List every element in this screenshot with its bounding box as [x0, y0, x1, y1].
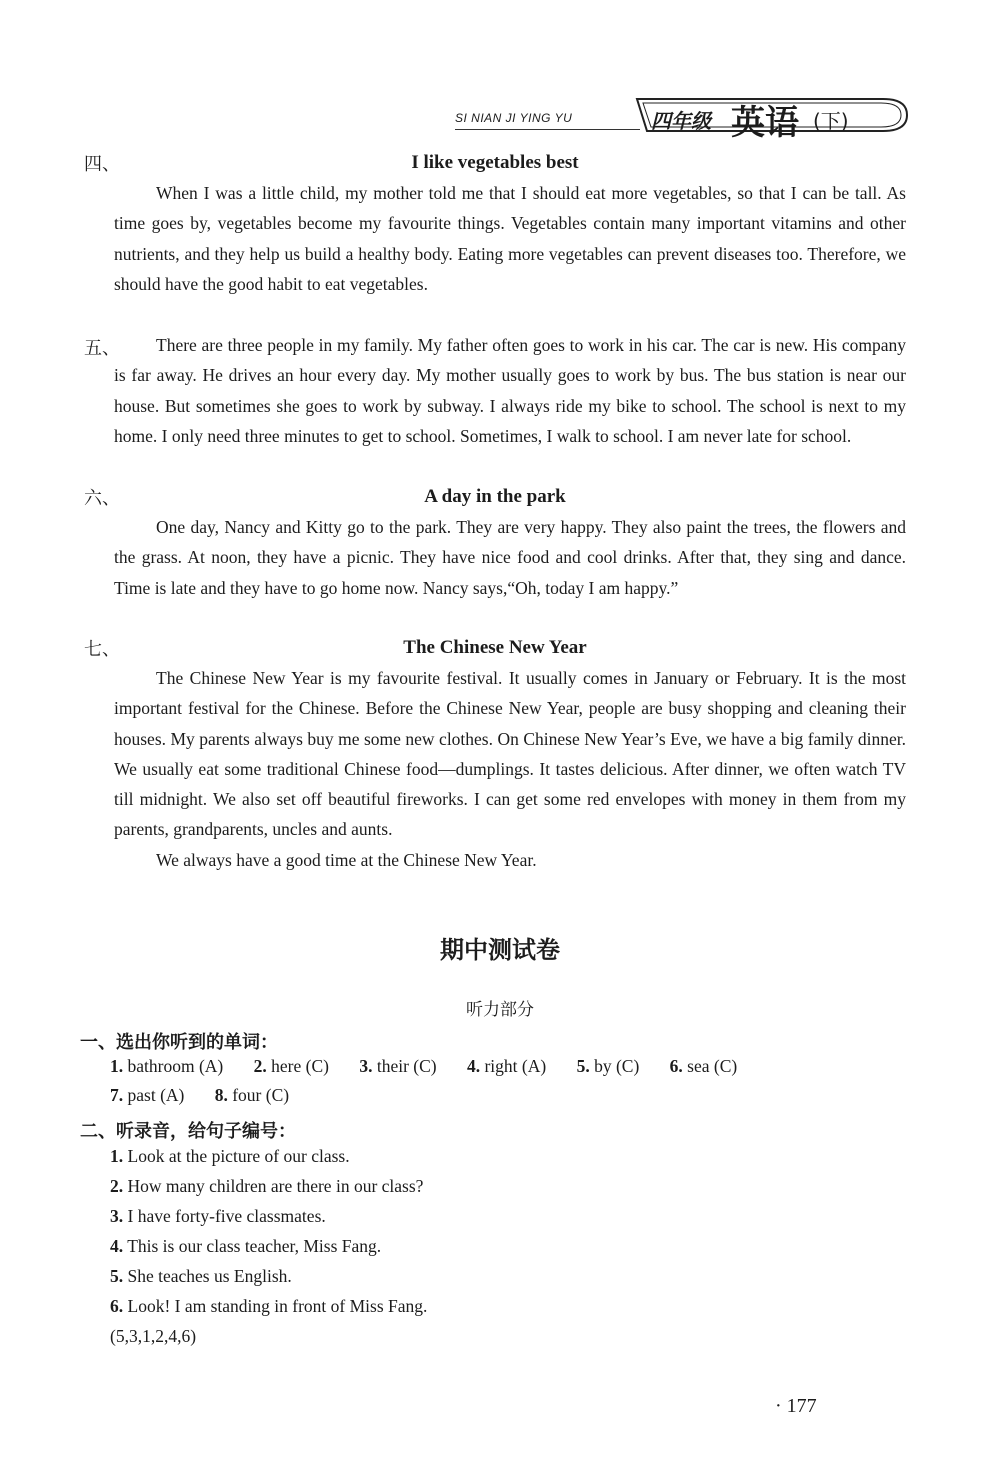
item-sentence: She teaches us English. [127, 1266, 292, 1286]
answer-item [577, 1056, 640, 1076]
answer-item [359, 1056, 436, 1076]
answer-row [110, 1056, 763, 1077]
sentence-row [110, 1296, 427, 1317]
header-rule [455, 129, 640, 130]
section-7 [84, 633, 906, 875]
item-sentence: Look at the picture of our class. [127, 1146, 350, 1166]
section-5 [84, 330, 906, 451]
item-answer: four (C) [232, 1085, 290, 1105]
question-1-heading: 一、选出你听到的单词： [80, 1032, 278, 1053]
answer-item [215, 1085, 289, 1105]
item-number: 7. [110, 1085, 124, 1105]
item-number: 6. [669, 1056, 683, 1076]
section-text: When I was a little child, my mother told me that I should eat more vegetables, so that I can be tall. As time goes by, vegetables become my favourite things. Vegetables contain many important vitamins and other nutrients, and they help us build a healthy body. Eating more vegetables can prevent diseases too. Therefore, we should have the good habit to eat vegetables. [114, 183, 906, 294]
item-answer: here (C) [271, 1056, 329, 1076]
exam-title: 期中测试卷 [440, 936, 560, 964]
section-text: There are three people in my family. My father often goes to work in his car. The car is new. His company is far away. He drives an hour every day. My mother usually goes to work by bus. The bus station is near our house. But sometimes she goes to work by subway. I always ride my bike to school. The school is next to my home. I only need three minutes to get to school. Sometimes, I walk to school. I am never late for school. [114, 335, 906, 446]
sentence-row [110, 1146, 350, 1167]
item-number: 2. [253, 1056, 267, 1076]
item-sentence: I have forty-five classmates. [127, 1206, 326, 1226]
answer-item [110, 1056, 223, 1076]
item-number: 4. [110, 1236, 124, 1256]
exam-subtitle: 听力部分 [466, 1000, 534, 1020]
item-answer: past (A) [127, 1085, 185, 1105]
section-number: 六、 [84, 488, 120, 509]
header-badge [633, 95, 913, 143]
item-answer: bathroom (A) [127, 1056, 224, 1076]
section-title: The Chinese New Year [403, 637, 587, 658]
sentence-row [110, 1206, 326, 1227]
section-6 [84, 482, 906, 603]
item-number: 1. [110, 1056, 124, 1076]
section-number: 五、 [84, 338, 120, 359]
answer-item [670, 1056, 738, 1076]
item-number: 5. [110, 1266, 124, 1286]
item-sentence: Look! I am standing in front of Miss Fang. [127, 1296, 428, 1316]
section-title: I like vegetables best [411, 152, 579, 173]
header-subject: 英语 [731, 103, 799, 143]
item-number: 2. [110, 1176, 124, 1196]
item-number: 4. [466, 1056, 481, 1076]
sentence-row [110, 1176, 423, 1197]
sentence-row [110, 1236, 381, 1257]
section-text-closing: We always have a good time at the Chinese New Year. [156, 849, 537, 870]
answer-row [110, 1085, 315, 1106]
section-4 [84, 148, 906, 299]
section-number: 四、 [84, 154, 120, 175]
answer-sequence: (5,3,1,2,4,6) [110, 1326, 197, 1346]
item-number: 3. [359, 1056, 373, 1076]
answer-item [467, 1056, 546, 1076]
page-header [455, 95, 915, 143]
item-number: 8. [214, 1085, 228, 1105]
header-volume: (下) [813, 109, 849, 133]
item-number: 1. [110, 1146, 124, 1166]
item-answer: their (C) [376, 1056, 437, 1076]
item-answer: by (C) [594, 1056, 640, 1076]
header-grade: 四年级 [651, 109, 711, 133]
question-2-heading: 二、听录音，给句子编号： [80, 1121, 296, 1142]
answer-item [254, 1056, 329, 1076]
item-sentence: This is our class teacher, Miss Fang. [127, 1236, 382, 1256]
section-number: 七、 [84, 639, 120, 660]
item-number: 5. [576, 1056, 590, 1076]
header-pinyin: SI NIAN JI YING YU [455, 111, 573, 125]
item-answer: sea (C) [687, 1056, 738, 1076]
sentence-row [110, 1266, 292, 1287]
section-text: One day, Nancy and Kitty go to the park. They are very happy. They also paint the trees, the flowers and the grass. At noon, they have a picnic. They have nice food and cool drinks. After that, they sing and dance. Time is late and they have to go home now. Nancy says,“Oh, today I am happy.” [114, 517, 906, 598]
section-title: A day in the park [424, 486, 566, 507]
answer-item [110, 1085, 184, 1105]
item-number: 3. [110, 1206, 124, 1226]
section-text: The Chinese New Year is my favourite festival. It usually comes in January or February. It is the most important festival for the Chinese. Before the Chinese New Year, people are busy shopping and cleaning their houses. My parents always buy me some new clothes. On Chinese New Year’s Eve, we have a big family dinner. We usually eat some traditional Chinese food—dumplings. It tastes delicious. After dinner, we often watch TV till midnight. We also set off beautiful fireworks. I can get some red envelopes with money in them from my parents, grandparents, uncles and aunts. [114, 668, 906, 840]
page-number: · 177 [775, 1395, 817, 1417]
item-sentence: How many children are there in our class? [127, 1176, 424, 1196]
item-answer: right (A) [484, 1056, 547, 1076]
item-number: 6. [110, 1296, 124, 1316]
